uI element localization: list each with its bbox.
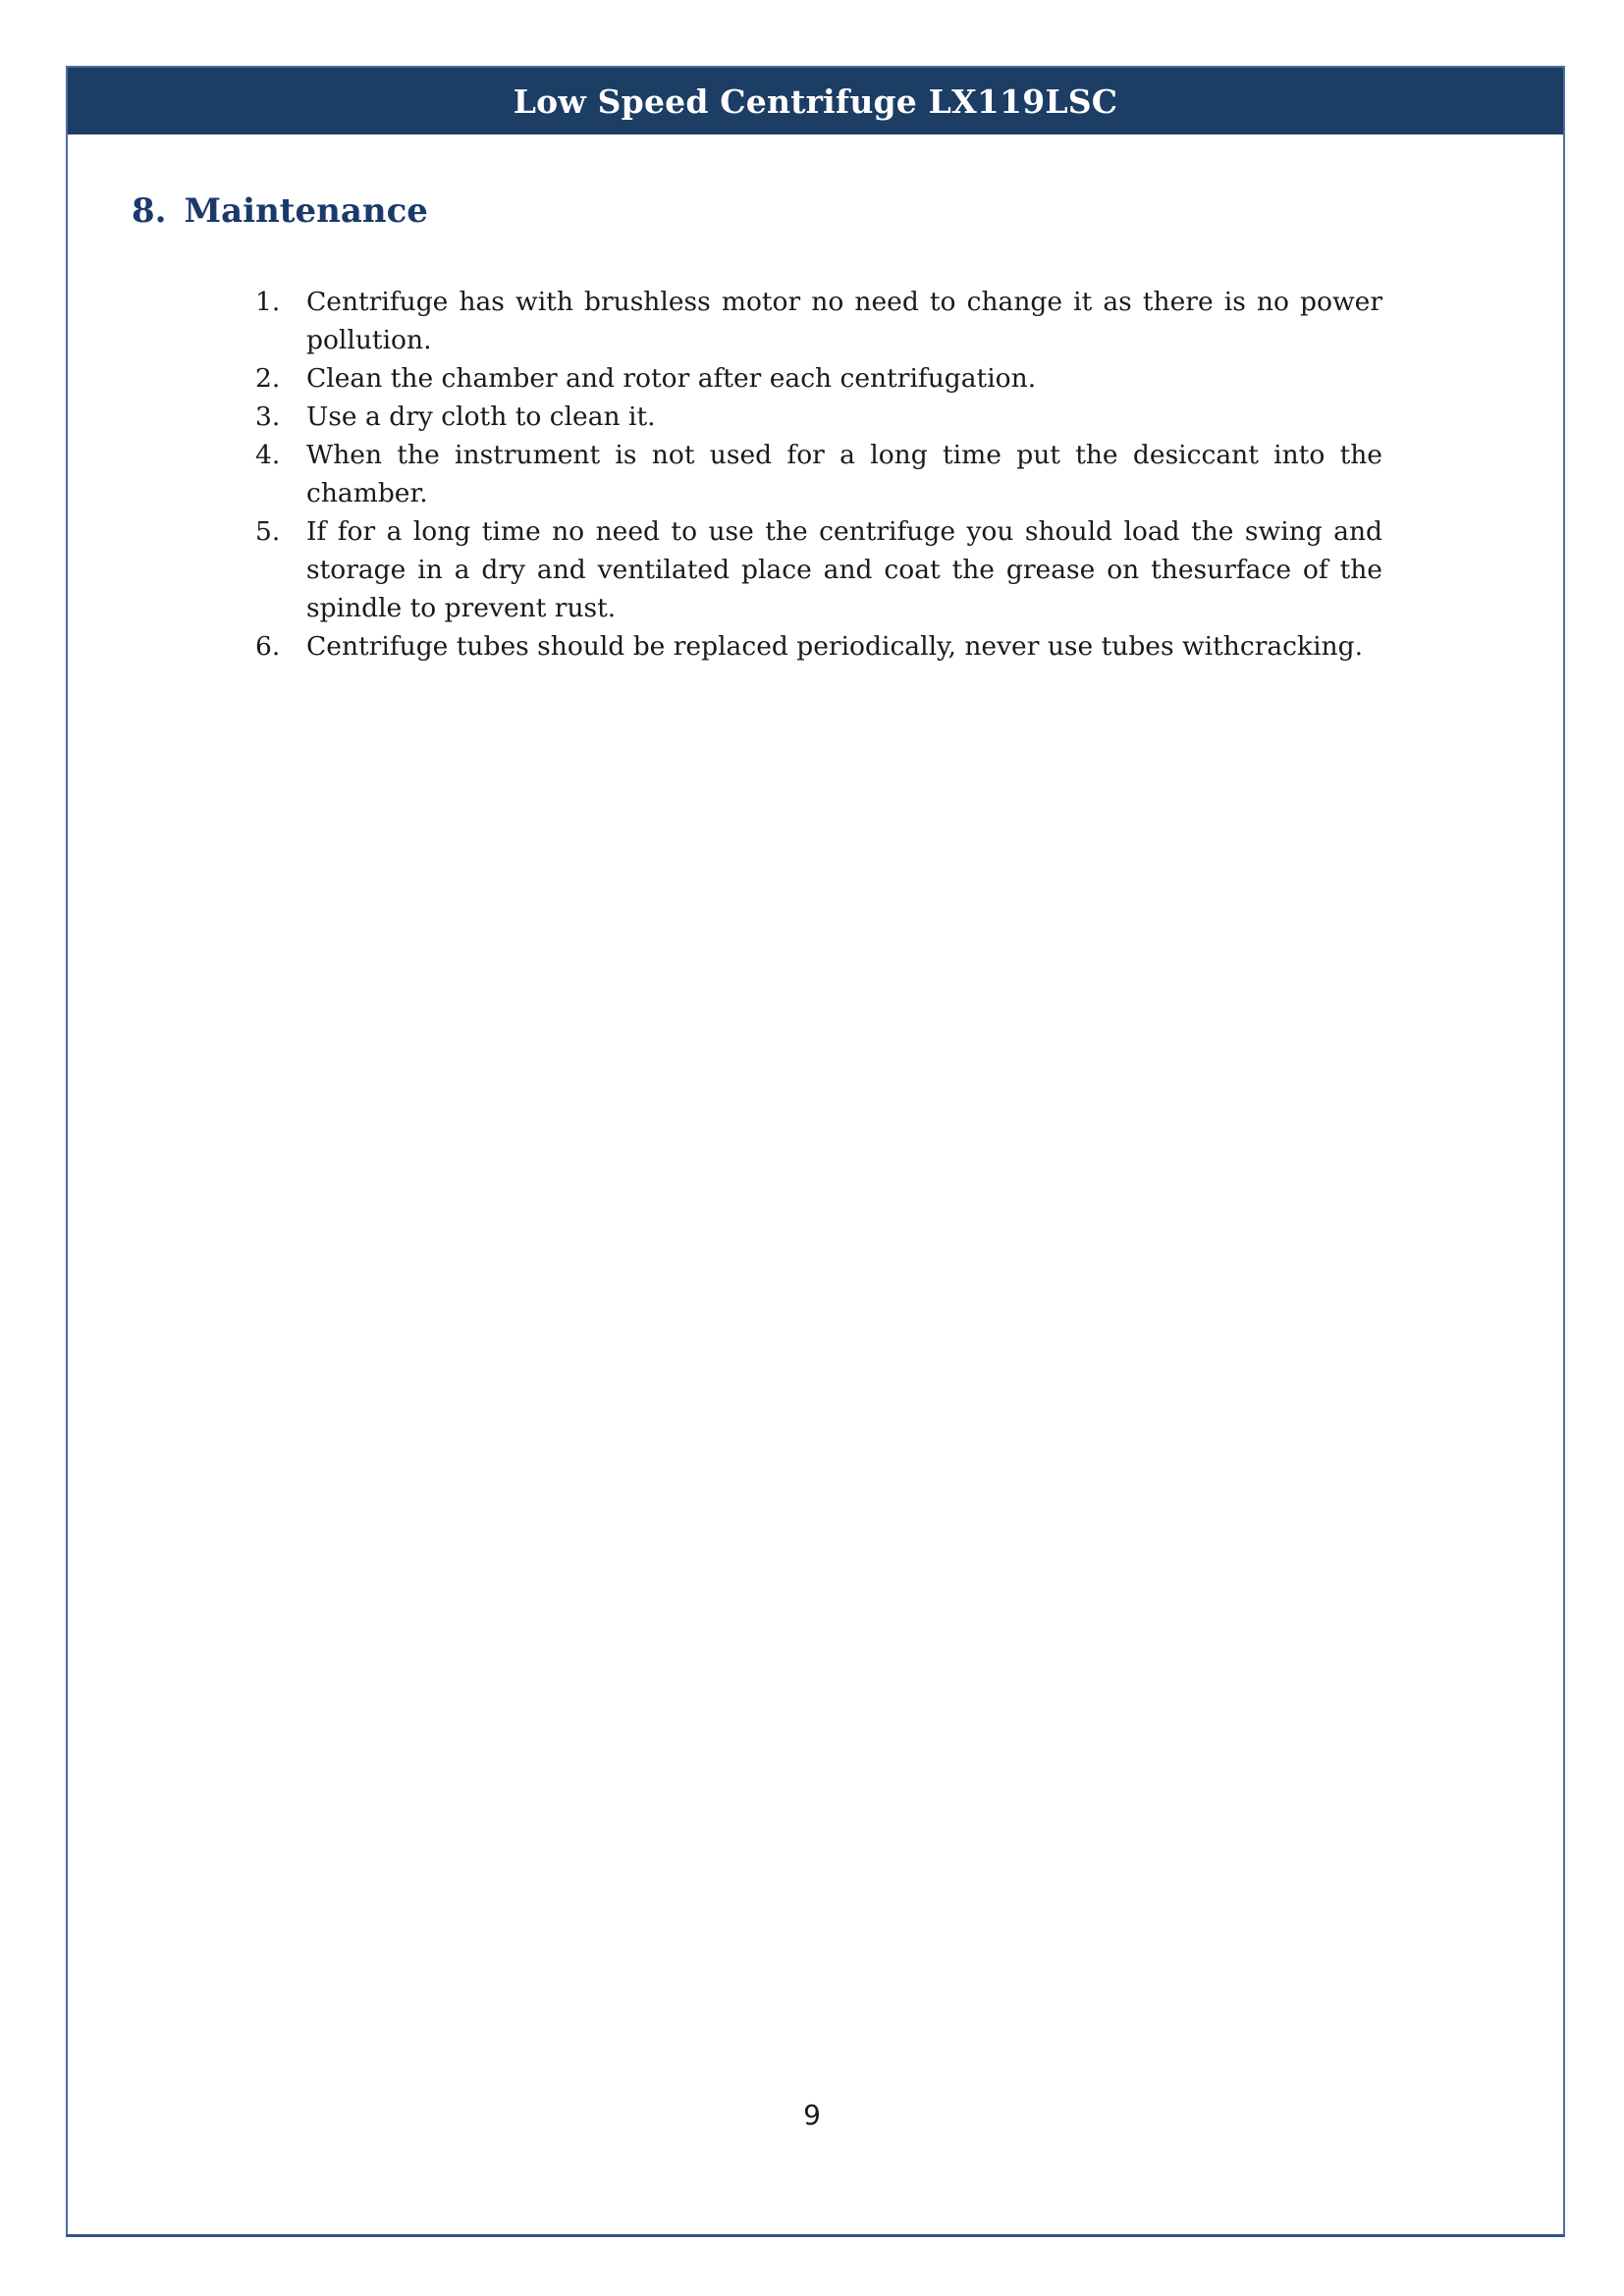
list-item-number: 6.	[255, 631, 281, 662]
list-item	[169, 627, 1382, 666]
list-item	[169, 436, 1382, 512]
list-item-text: Centrifuge tubes should be replaced periodically, never use tubes withcracking.	[306, 631, 1364, 662]
list-item-number: 4.	[255, 440, 281, 470]
section-number: 8.	[132, 191, 167, 231]
list-item	[169, 359, 1382, 398]
list-item-number: 3.	[255, 401, 281, 432]
list-item-number: 2.	[255, 363, 281, 394]
list-item	[169, 283, 1382, 359]
list-item-text: Use a dry cloth to clean it.	[306, 401, 656, 432]
section-title: Maintenance	[184, 191, 428, 231]
list-item-text: When the instrument is not used for a long time put the desiccant into the chamber.	[306, 440, 1382, 508]
document-header	[68, 68, 1563, 134]
section-heading	[132, 191, 428, 231]
list-item-text: Clean the chamber and rotor after each centrifugation.	[306, 363, 1037, 394]
page-number: 9	[803, 2099, 821, 2131]
list-item-text: Centrifuge has with brushless motor no need to change it as there is no power pollution.	[306, 287, 1382, 355]
maintenance-list	[169, 283, 1382, 666]
list-item	[169, 512, 1382, 627]
list-item-text: If for a long time no need to use the centrifuge you should load the swing and storage in a dry and ventilated place and coat the grease on thesurface of the spindle to prevent rust.	[306, 516, 1382, 623]
list-item-number: 1.	[255, 287, 281, 317]
list-item-number: 5.	[255, 516, 281, 547]
document-title: Low Speed Centrifuge LX119LSC	[513, 81, 1118, 121]
list-item	[169, 398, 1382, 436]
